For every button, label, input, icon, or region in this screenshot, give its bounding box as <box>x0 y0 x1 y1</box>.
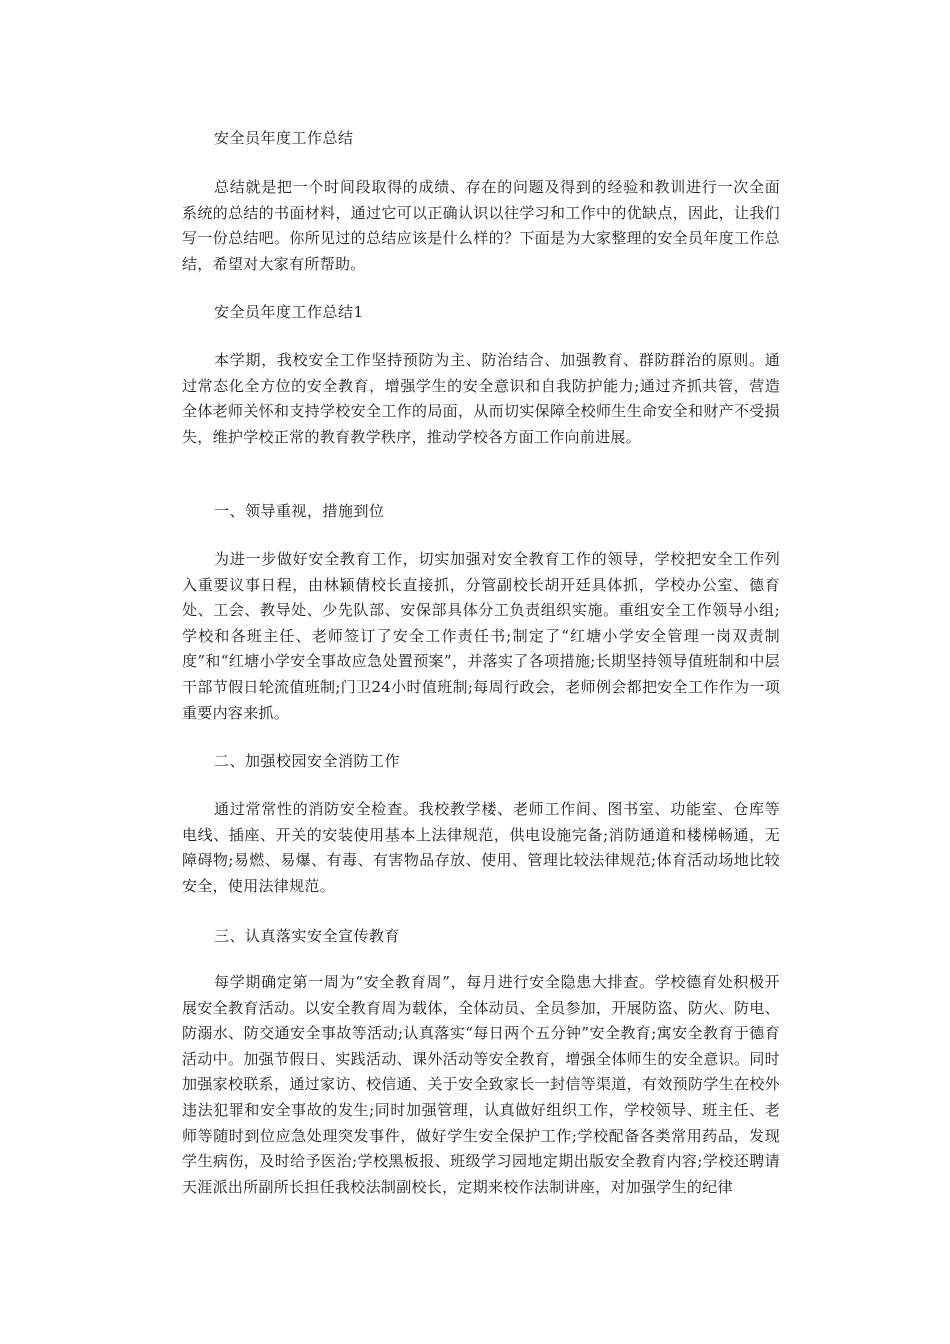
paragraph-1: 本学期，我校安全工作坚持预防为主、防治结合、加强教育、群防群治的原则。通过常态化全方位的安全教育，增强学生的安全意识和自我防护能力;通过齐抓共管，营造全体老师关怀和支持学校安全工作的局面，从而切实保障全校师生生命安全和财产不受损失，维护学校正常的教育教学秩序，推动学校各方面工作向前进展。 <box>182 351 780 446</box>
section-3-heading: 三、认真落实安全宣传教育 <box>214 927 401 945</box>
section-1-body: 为进一步做好安全教育工作，切实加强对安全教育工作的领导，学校把安全工作列入重要议事日程，由林颖倩校长直接抓，分管副校长胡开廷具体抓，学校办公室、德育处、工会、教导处、少先队部、安保部具体分工负责组织实施。重组安全工作领导小组;学校和各班主任、老师签订了安全工作责任书;制定了“红塘小学安全管理一岗双责制度”和“红塘小学安全事故应急处置预案”，并落实了各项措施;长期坚持领导值班制和中层干部节假日轮流值班制;门卫24小时值班制;每周行政会，老师例会都把安全工作作为一项重要内容来抓。 <box>182 550 780 722</box>
section-2-body: 通过常常性的消防安全检查。我校教学楼、老师工作间、图书室、功能室、仓库等电线、插座、开关的安装使用基本上法律规范，供电设施完备;消防通道和楼梯畅通，无障碍物;易燃、易爆、有毒、有害物品存放、使用、管理比较法律规范;体育活动场地比较安全，使用法律规范。 <box>182 800 780 895</box>
section-3-body: 每学期确定第一周为“安全教育周”，每月进行安全隐患大排查。学校德育处积极开展安全教育活动。以安全教育周为载体，全体动员、全员参加，开展防盗、防火、防电、防溺水、防交通安全事故等活动;认真落实“每日两个五分钟”安全教育;寓安全教育于德育活动中。加强节假日、实践活动、课外活动等安全教育，增强全体师生的安全意识。同时加强家校联系，通过家访、校信通、关于安全致家长一封信等渠道，有效预防学生在校外违法犯罪和安全事故的发生;同时加强管理，认真做好组织工作，学校领导、班主任、老师等随时到位应急处理突发事件，做好学生安全保护工作;学校配备各类常用药品，发现学生病伤，及时给予医治;学校黑板报、班级学习园地定期出版安全教育内容;学校还聘请天涯派出所副所长担任我校法制副校长，定期来校作法制讲座，对加强学生的纪律 <box>182 973 780 1196</box>
document-subtitle: 安全员年度工作总结1 <box>214 303 364 321</box>
section-2-heading: 二、加强校园安全消防工作 <box>214 752 401 770</box>
intro-paragraph: 总结就是把一个时间段取得的成绩、存在的问题及得到的经验和教训进行一次全面系统的总结的书面材料，通过它可以正确认识以往学习和工作中的优缺点，因此，让我们写一份总结吧。你所见过的总结应该是什么样的？下面是为大家整理的安全员年度工作总结，希望对大家有所帮助。 <box>182 178 780 273</box>
document-title: 安全员年度工作总结 <box>214 129 354 147</box>
section-1-heading: 一、领导重视，措施到位 <box>214 502 385 520</box>
